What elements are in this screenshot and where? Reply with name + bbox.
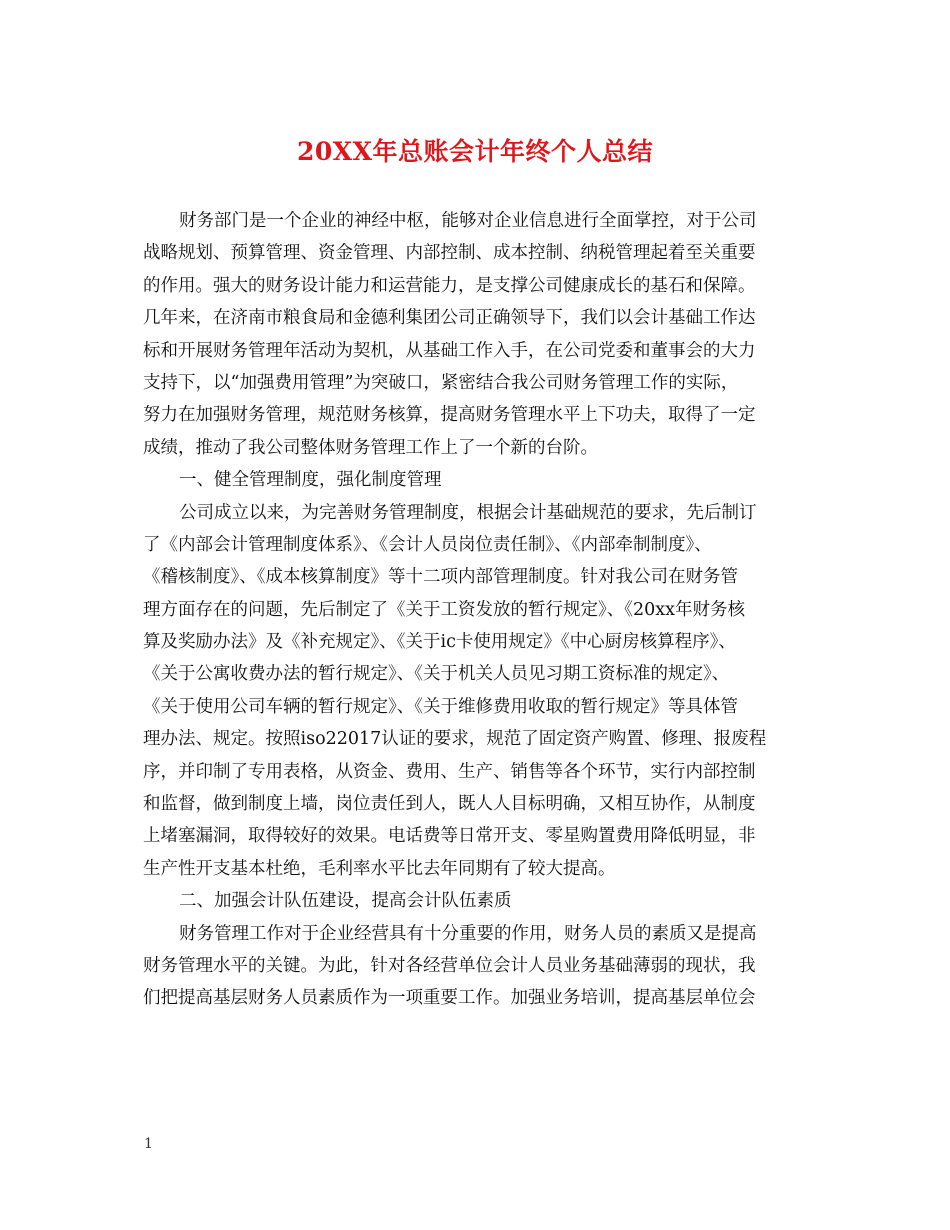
paragraph-line: 理方面存在的问题，先后制定了《关于工资发放的暂行规定》、《20xx年财务核 [143, 599, 746, 620]
paragraph-line: 上堵塞漏洞，取得较好的效果。电话费等日常开支、零星购置费用降低明显，非 [143, 826, 756, 847]
paragraph-line: 标和开展财务管理年活动为契机，从基础工作入手，在公司党委和董事会的大力 [143, 340, 756, 361]
paragraph-line: 成绩，推动了我公司整体财务管理工作上了一个新的台阶。 [143, 437, 598, 458]
paragraph-line: 序，并印制了专用表格，从资金、费用、生产、销售等各个环节，实行内部控制 [143, 761, 756, 782]
section-heading: 二、加强会计队伍建设，提高会计队伍素质 [179, 891, 512, 912]
paragraph-line: 努力在加强财务管理，规范财务核算，提高财务管理水平上下功夫，取得了一定 [143, 405, 756, 426]
paragraph-line: 财务管理工作对于企业经营具有十分重要的作用，财务人员的素质又是提高 [179, 923, 757, 944]
document-title: 20XX年总账会计年终个人总结 [296, 137, 654, 166]
paragraph-line: 支持下，以“加强费用管理”为突破口，紧密结合我公司财务管理工作的实际， [143, 372, 739, 393]
document-body [143, 205, 803, 1015]
paragraph-line: 几年来，在济南市粮食局和金德利集团公司正确领导下，我们以会计基础工作达 [143, 308, 756, 329]
paragraph-line: 和监督，做到制度上墙，岗位责任到人，既人人目标明确，又相互协作，从制度 [143, 794, 756, 815]
page-number: 1 [144, 1136, 153, 1152]
paragraph-line: 公司成立以来，为完善财务管理制度，根据会计基础规范的要求，先后制订 [179, 502, 757, 523]
paragraph-line: 财务管理水平的关键。为此，针对各经营单位会计人员业务基础薄弱的现状，我 [143, 955, 756, 976]
paragraph-line: 财务部门是一个企业的神经中枢，能够对企业信息进行全面掌控，对于公司 [179, 211, 757, 231]
section-heading: 一、健全管理制度，强化制度管理 [179, 470, 442, 491]
paragraph-line: 了《内部会计管理制度体系》、《会计人员岗位责任制》、《内部牵制制度》、 [143, 534, 712, 555]
paragraph-line: 的作用。强大的财务设计能力和运营能力，是支撑公司健康成长的基石和保障。 [143, 275, 756, 296]
paragraph-line: 战略规划、预算管理、资金管理、内部控制、成本控制、纳税管理起着至关重要 [143, 243, 756, 264]
paragraph-line: 们把提高基层财务人员素质作为一项重要工作。加强业务培训，提高基层单位会 [143, 988, 756, 1009]
paragraph-line: 算及奖励办法》及《补充规定》、《关于ic卡使用规定》《中心厨房核算程序》、 [143, 632, 736, 653]
paragraph-line: 理办法、规定。按照iso22017认证的要求，规范了固定资产购置、修理、报废程 [143, 729, 767, 750]
paragraph-line: 《稽核制度》、《成本核算制度》等十二项内部管理制度。针对我公司在财务管 [143, 567, 738, 588]
paragraph-line: 《关于公寓收费办法的暂行规定》、《关于机关人员见习期工资标准的规定》、 [143, 664, 730, 685]
paragraph-line: 生产性开支基本杜绝，毛利率水平比去年同期有了较大提高。 [143, 858, 616, 879]
paragraph-line: 《关于使用公司车辆的暂行规定》、《关于维修费用收取的暂行规定》等具体管 [143, 696, 738, 717]
